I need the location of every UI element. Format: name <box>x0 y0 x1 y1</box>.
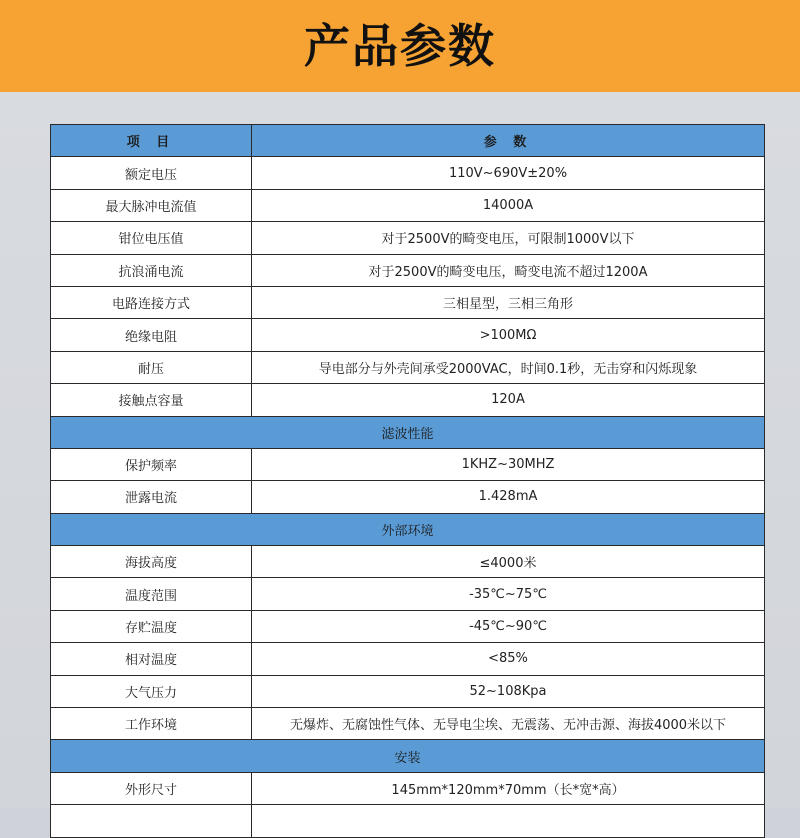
table-row <box>51 319 765 351</box>
table-row <box>51 578 765 610</box>
table-row <box>51 708 765 740</box>
section-title: 滤波性能 <box>51 416 765 448</box>
row-value: 120A <box>252 384 765 416</box>
row-value: 1.428mA <box>252 481 765 513</box>
row-value: 145mm*120mm*70mm（长*宽*高） <box>252 772 765 804</box>
table-row <box>51 157 765 189</box>
table-row <box>51 675 765 707</box>
row-value: 导电部分与外壳间承受2000VAC，时间0.1秒，无击穿和闪烁现象 <box>252 351 765 383</box>
table-row <box>51 222 765 254</box>
header-parameter: 参 数 <box>252 125 765 157</box>
row-value: 14000A <box>252 189 765 221</box>
row-label: 电路连接方式 <box>51 286 252 318</box>
table-row <box>51 384 765 416</box>
row-value: -35℃~75℃ <box>252 578 765 610</box>
section-row-installation <box>51 740 765 772</box>
row-label: 绝缘电阻 <box>51 319 252 351</box>
row-value: ≤4000米 <box>252 546 765 578</box>
row-value: >100MΩ <box>252 319 765 351</box>
row-label: 最大脉冲电流值 <box>51 189 252 221</box>
row-value: -45℃~90℃ <box>252 610 765 642</box>
table-row <box>51 254 765 286</box>
row-value: <85% <box>252 643 765 675</box>
table-row <box>51 481 765 513</box>
row-value <box>252 805 765 837</box>
row-label: 海拔高度 <box>51 546 252 578</box>
table-row-partial <box>51 805 765 837</box>
row-value: 对于2500V的畸变电压，可限制1000V以下 <box>252 222 765 254</box>
row-label: 接触点容量 <box>51 384 252 416</box>
table-row <box>51 286 765 318</box>
row-label: 工作环境 <box>51 708 252 740</box>
row-value: 52~108Kpa <box>252 675 765 707</box>
section-row-environment <box>51 513 765 545</box>
parameter-table-container <box>50 124 764 838</box>
row-label: 外形尺寸 <box>51 772 252 804</box>
row-value: 对于2500V的畸变电压，畸变电流不超过1200A <box>252 254 765 286</box>
row-label: 温度范围 <box>51 578 252 610</box>
row-label: 钳位电压值 <box>51 222 252 254</box>
table-row <box>51 351 765 383</box>
section-row-filter <box>51 416 765 448</box>
header-item: 项 目 <box>51 125 252 157</box>
row-label: 相对温度 <box>51 643 252 675</box>
parameter-table <box>50 124 765 838</box>
row-value: 三相星型，三相三角形 <box>252 286 765 318</box>
title-banner <box>0 0 800 92</box>
row-label <box>51 805 252 837</box>
table-row <box>51 610 765 642</box>
row-label: 泄露电流 <box>51 481 252 513</box>
row-label: 耐压 <box>51 351 252 383</box>
row-label: 存贮温度 <box>51 610 252 642</box>
table-row <box>51 448 765 480</box>
row-value: 无爆炸、无腐蚀性气体、无导电尘埃、无震荡、无冲击源、海拔4000米以下 <box>252 708 765 740</box>
row-label: 额定电压 <box>51 157 252 189</box>
row-label: 抗浪涌电流 <box>51 254 252 286</box>
row-label: 大气压力 <box>51 675 252 707</box>
table-header-row <box>51 125 765 157</box>
row-value: 1KHZ~30MHZ <box>252 448 765 480</box>
row-value: 110V~690V±20% <box>252 157 765 189</box>
table-row <box>51 772 765 804</box>
page-title: 产品参数 <box>304 19 496 73</box>
row-label: 保护频率 <box>51 448 252 480</box>
table-row <box>51 189 765 221</box>
section-title: 安装 <box>51 740 765 772</box>
section-title: 外部环境 <box>51 513 765 545</box>
table-row <box>51 546 765 578</box>
table-row <box>51 643 765 675</box>
